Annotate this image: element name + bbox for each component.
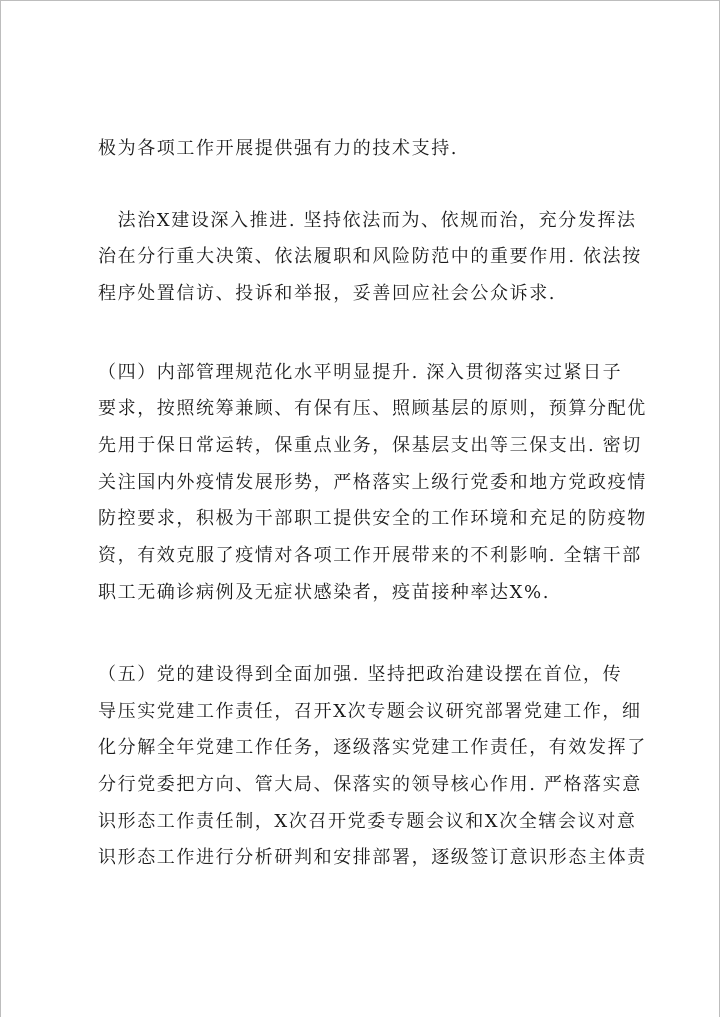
paragraph-4-line-3: 化分解全年党建工作任务，逐级落实党建工作责任，有效发挥了	[98, 737, 647, 758]
paragraph-3-line-1: （四）内部管理规范化水平明显提升. 深入贯彻落实过紧日子	[98, 362, 623, 383]
paragraph-4-line-4: 分行党委把方向、管大局、保落实的领导核心作用. 严格落实意	[98, 774, 642, 795]
paragraph-4-line-2: 导压实党建工作责任，召开X次专题会议研究部署党建工作，细	[98, 701, 642, 722]
paragraph-3-line-2: 要求，按照统筹兼顾、有保有压、照顾基层的原则，预算分配优	[98, 398, 647, 419]
paragraph-4-line-5: 识形态工作责任制，X次召开党委专题会议和X次全辖会议对意	[98, 811, 637, 832]
paragraph-3-line-6: 资，有效克服了疫情对各项工作开展带来的不利影响. 全辖干部	[98, 545, 642, 566]
paragraph-3-line-5: 防控要求，积极为干部职工提供安全的工作环境和充足的防疫物	[98, 508, 647, 529]
paragraph-4-line-6: 识形态工作进行分析研判和安排部署，逐级签订意识形态主体责	[98, 847, 647, 868]
paragraph-2-line-2: 治在分行重大决策、依法履职和风险防范中的重要作用. 依法按	[98, 246, 642, 267]
paragraph-3-line-7: 职工无确诊病例及无症状感染者，疫苗接种率达X%.	[98, 582, 551, 603]
paragraph-2-line-1: 法治X建设深入推进. 坚持依法而为、依规而治，充分发挥法	[98, 210, 637, 231]
paragraph-4-line-1: （五）党的建设得到全面加强. 坚持把政治建设摆在首位，传	[98, 664, 623, 685]
paragraph-1-line-1: 极为各项工作开展提供强有力的技术支持.	[98, 138, 459, 159]
paragraph-3-line-3: 先用于保日常运转，保重点业务，保基层支出等三保支出. 密切	[98, 435, 642, 456]
paragraph-3-line-4: 关注国内外疫情发展形势，严格落实上级行党委和地方党政疫情	[98, 472, 647, 493]
paragraph-2-line-3: 程序处置信访、投诉和举报，妥善回应社会公众诉求.	[98, 283, 557, 304]
